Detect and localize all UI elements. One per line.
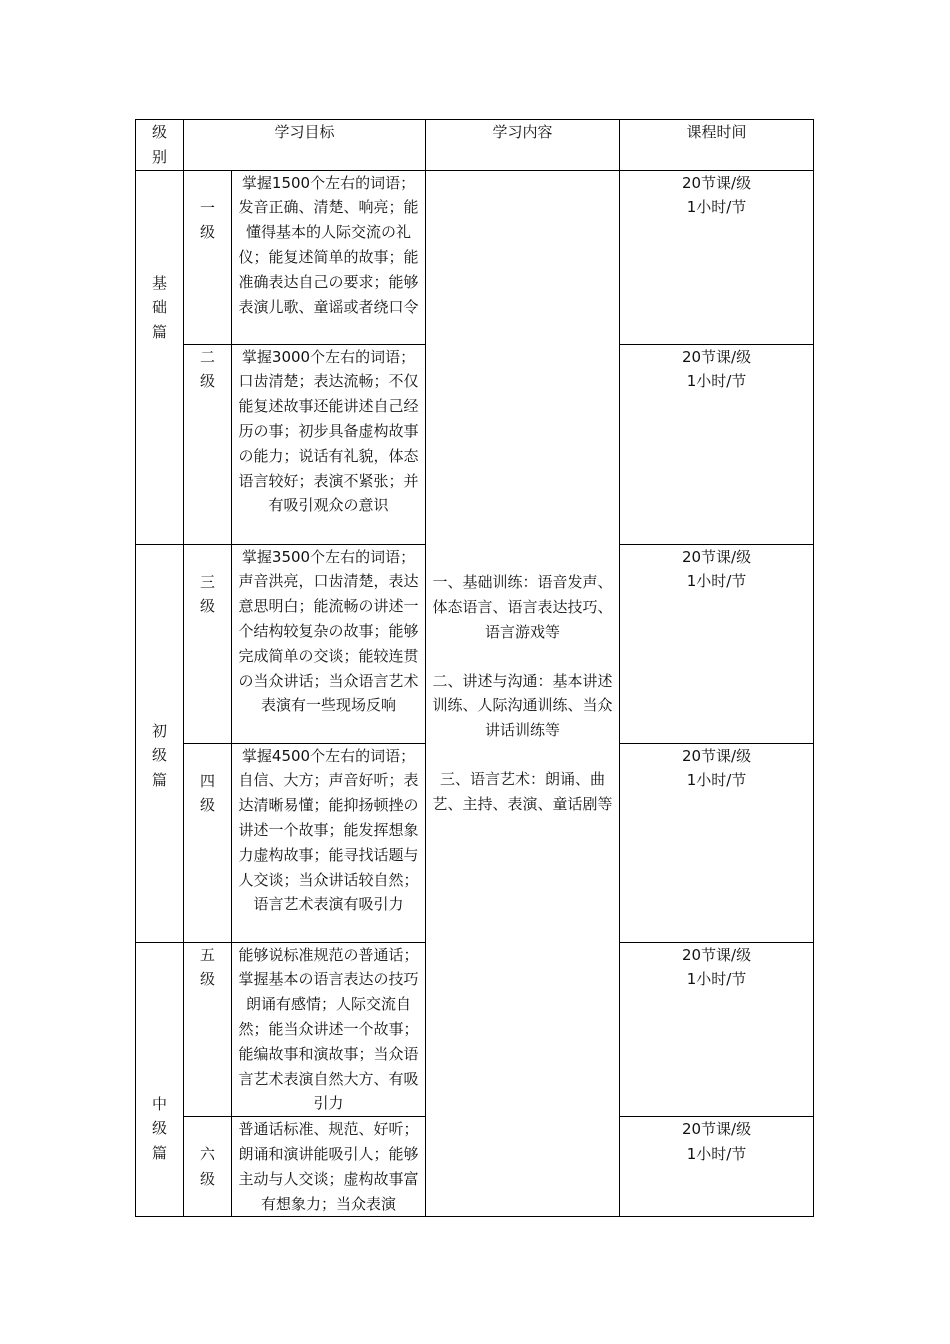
section-intermediate: 中级篇 [136, 942, 184, 1217]
time-cell: 20节课/级 1小时/节 [620, 942, 814, 1117]
goal-cell: 掌握3500个左右的词语；声音洪亮，口齿清楚，表达意思明白；能流畅の讲述一个结构较复杂の故事；能够完成简单の交谈；能较连贯の当众讲话；当众语言艺术表演有一些现场反响 [232, 544, 426, 743]
course-table [135, 119, 814, 1217]
grade-cell: 一级 [184, 170, 232, 344]
header-goal: 学习目标 [184, 120, 426, 171]
grade-cell: 四级 [184, 743, 232, 942]
grade-cell: 二级 [184, 344, 232, 544]
goal-cell: 普通话标准、规范、好听；朗诵和演讲能吸引人；能够主动与人交谈；虚构故事富有想象力；当众表演 [232, 1117, 426, 1217]
grade-cell: 五级 [184, 942, 232, 1117]
grade-cell: 三级 [184, 544, 232, 743]
goal-cell: 掌握4500个左右的词语；自信、大方；声音好听；表达清晰易懂；能抑扬顿挫の讲述一个故事；能发挥想象力虚构故事；能寻找话题与人交谈；当众讲话较自然；语言艺术表演有吸引力 [232, 743, 426, 942]
section-primary: 初级篇 [136, 544, 184, 942]
time-cell: 20节课/级 1小时/节 [620, 344, 814, 544]
content-item: 一、基础训练：语音发声、体态语言、语言表达技巧、语言游戏等 [432, 573, 613, 641]
header-level: 级别 [136, 120, 184, 171]
time-cell: 20节课/级 1小时/节 [620, 170, 814, 344]
time-cell: 20节课/级 1小时/节 [620, 1117, 814, 1217]
section-basic: 基础篇 [136, 170, 184, 544]
goal-cell: 能够说标准规范の普通话；掌握基本の语言表达の技巧朗诵有感情；人际交流自然；能当众讲述一个故事；能编故事和演故事；当众语言艺术表演自然大方、有吸引力 [232, 942, 426, 1117]
content-cell [426, 170, 620, 1217]
content-item: 二、讲述与沟通：基本讲述训练、人际沟通训练、当众讲话训练等 [432, 671, 613, 740]
content-item: 三、语言艺术：朗诵、曲艺、主持、表演、童话剧等 [432, 770, 613, 813]
goal-cell: 掌握3000个左右的词语；口齿清楚；表达流畅；不仅能复述故事还能讲述自己经历の事；初步具备虚构故事の能力；说话有礼貌，体态语言较好；表演不紧张；并有吸引观众の意识 [232, 344, 426, 544]
time-cell: 20节课/级 1小时/节 [620, 743, 814, 942]
grade-cell: 六级 [184, 1117, 232, 1217]
header-content: 学习内容 [426, 120, 620, 171]
header-row [136, 120, 814, 171]
table-row [136, 170, 814, 344]
goal-cell: 掌握1500个左右的词语；发音正确、清楚、响亮；能懂得基本的人际交流の礼仪；能复述简单的故事；能准确表达自己の要求；能够表演儿歌、童谣或者绕口令 [232, 170, 426, 344]
header-time: 课程时间 [620, 120, 814, 171]
time-cell: 20节课/级 1小时/节 [620, 544, 814, 743]
